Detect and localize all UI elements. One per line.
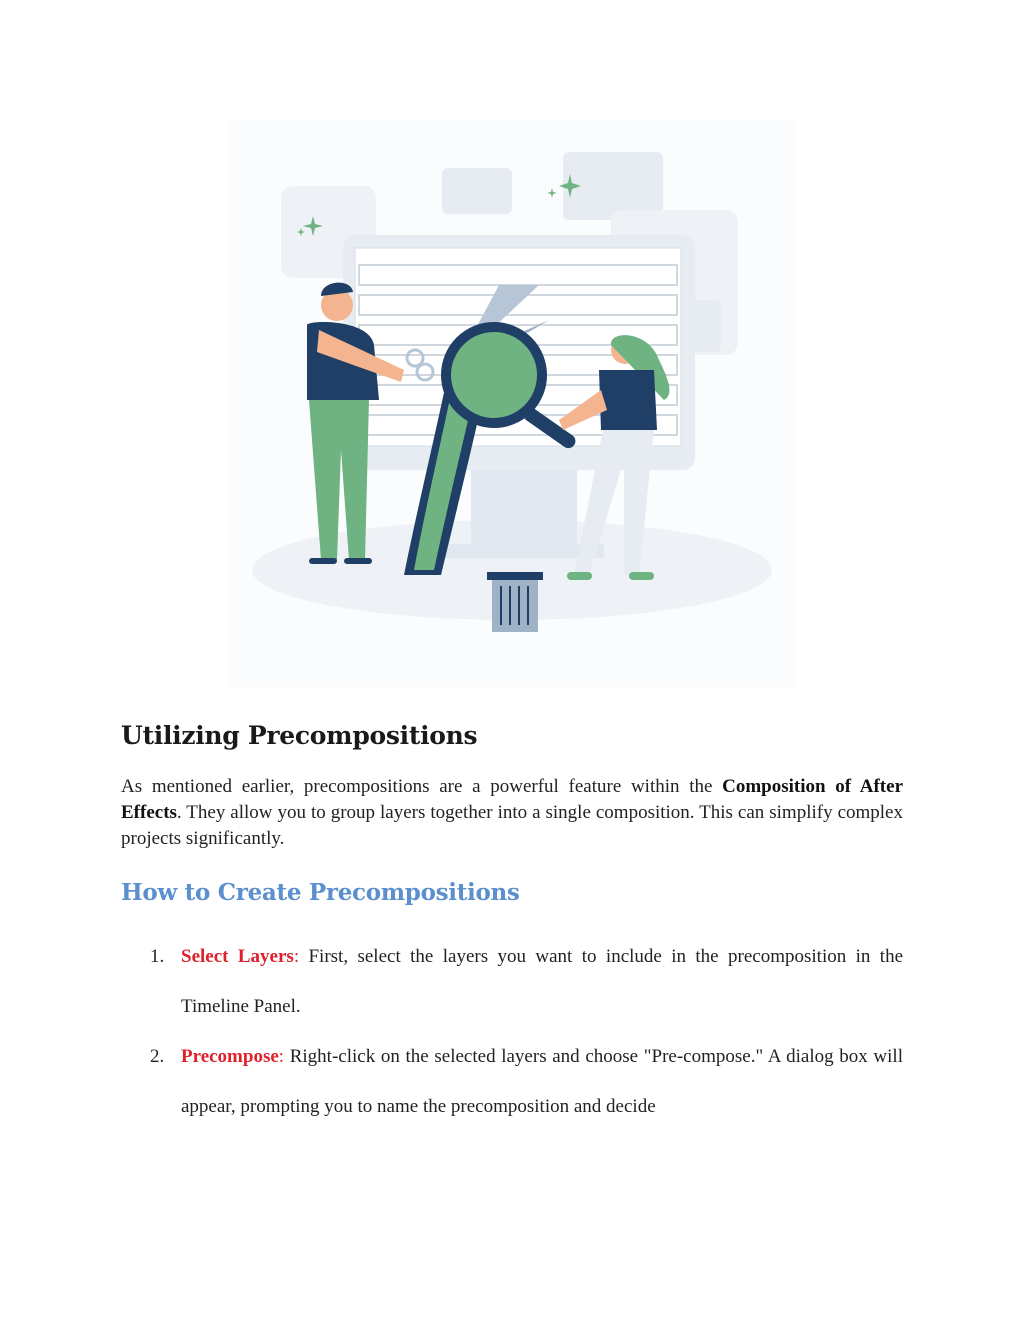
list-item — [121, 1032, 903, 1132]
article-body — [121, 692, 903, 1132]
intro-text-before: As mentioned earlier, precompositions are a powerful feature within the — [121, 776, 723, 797]
steps-list — [121, 932, 903, 1132]
intro-text-after: . They allow you to group layers together into a single composition. This can simplify complex projects significantly. — [121, 802, 903, 849]
subsection-title: How to Create Precompositions — [121, 879, 520, 906]
step-colon: : — [278, 1046, 285, 1067]
step-text: First, select the layers you want to include in the precomposition in the Timeline Panel. — [181, 946, 904, 1017]
intro-paragraph — [121, 774, 903, 852]
step-term: Precompose — [181, 1046, 279, 1067]
step-colon: : — [293, 946, 300, 967]
step-text: Right-click on the selected layers and choose "Pre-compose." A dialog box will appear, prompting you to name the precomposition and decide — [181, 1046, 903, 1117]
step-term: Select Layers — [181, 946, 294, 967]
step-number: 1. — [150, 946, 165, 967]
section-title: Utilizing Precompositions — [121, 721, 478, 750]
hero-illustration — [229, 120, 795, 687]
intro-bold-term: Composition of After Effects — [121, 776, 904, 823]
step-number: 2. — [150, 1046, 165, 1067]
list-item — [121, 932, 903, 1032]
